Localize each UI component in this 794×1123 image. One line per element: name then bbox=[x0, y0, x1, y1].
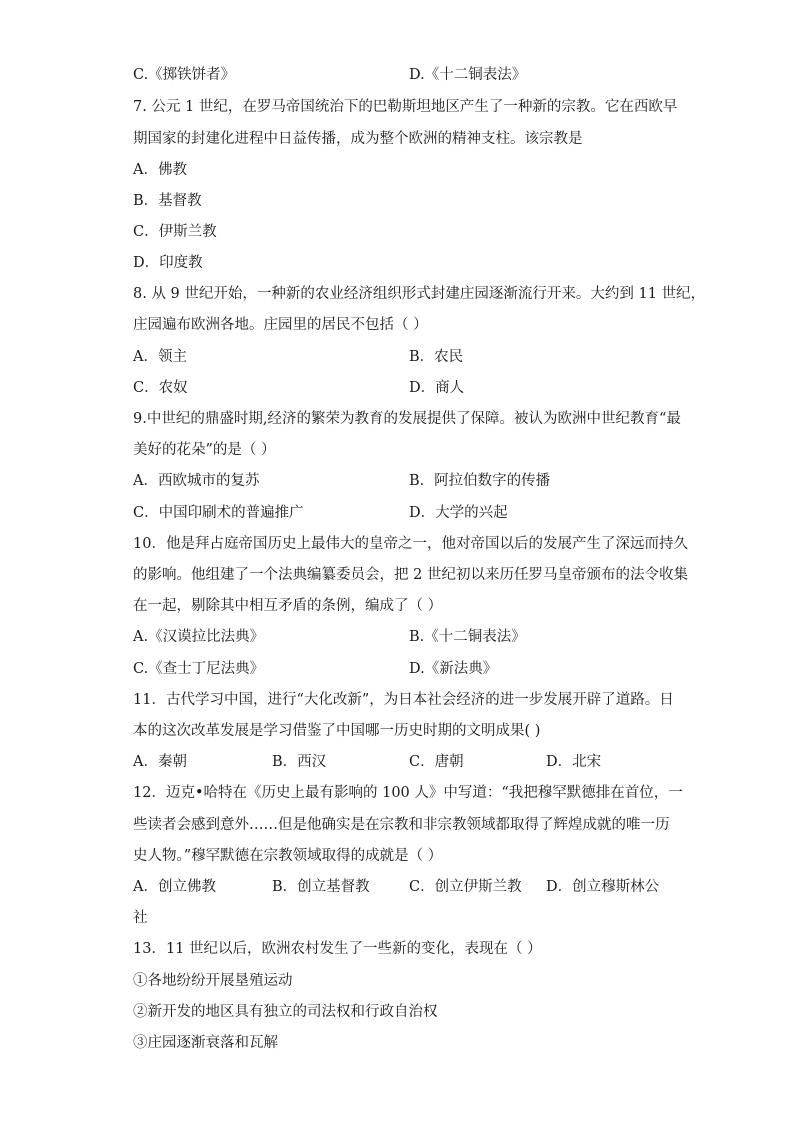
q12-option-d: D．创立穆斯林公 bbox=[546, 879, 660, 895]
q7-option-d: D．印度教 bbox=[133, 255, 203, 271]
q7-option-c: C．伊斯兰教 bbox=[133, 224, 217, 240]
q9-option-d: D．大学的兴起 bbox=[409, 505, 508, 521]
q9-option-a: A．西欧城市的复苏 bbox=[133, 473, 260, 489]
q10-stem-line-1: 10．他是拜占庭帝国历史上最伟大的皇帝之一，他对帝国以后的发展产生了深远而持久 bbox=[133, 536, 688, 552]
q8-option-a: A．领主 bbox=[133, 349, 187, 365]
q13-stem: 13．11 世纪以后，欧洲农村发生了一些新的变化，表现在（ ） bbox=[133, 941, 542, 957]
q12-option-a: A．创立佛教 bbox=[133, 879, 216, 895]
q10-stem-line-2: 的影响。他组建了一个法典编纂委员会，把 2 世纪初以来历任罗马皇帝颁布的法令收集 bbox=[133, 567, 688, 583]
q12-stem-line-3: 史人物。”穆罕默德在宗教领域取得的成就是（ ） bbox=[133, 848, 443, 864]
q10-stem-line-3: 在一起，剔除其中相互矛盾的条例，编成了（ ） bbox=[133, 598, 443, 614]
q12-option-c: C．创立伊斯兰教 bbox=[409, 879, 522, 895]
q11-stem-line-2: 本的这次改革发展是学习借鉴了中国哪一历史时期的文明成果( ) bbox=[133, 723, 541, 739]
q7-stem-line-2: 期国家的封建化进程中日益传播，成为整个欧洲的精神支柱。该宗教是 bbox=[133, 131, 583, 147]
q9-option-c: C．中国印刷术的普遍推广 bbox=[133, 505, 304, 521]
q9-option-b: B．阿拉伯数字的传播 bbox=[409, 473, 551, 489]
q11-option-d: D．北宋 bbox=[546, 754, 602, 770]
q13-statement-3: ③庄园逐渐衰落和瓦解 bbox=[133, 1035, 278, 1051]
q7-option-b: B．基督教 bbox=[133, 193, 202, 209]
q8-option-d: D．商人 bbox=[409, 380, 465, 396]
q11-option-c: C．唐朝 bbox=[409, 754, 464, 770]
q12-option-d-wrap: 社 bbox=[133, 910, 148, 926]
q10-option-c: C.《查士丁尼法典》 bbox=[133, 661, 265, 677]
q8-option-b: B．农民 bbox=[409, 349, 464, 365]
q10-option-a: A.《汉谟拉比法典》 bbox=[133, 629, 265, 645]
q12-stem-line-1: 12．迈克•哈特在《历史上最有影响的 100 人》中写道：“我把穆罕默德排在首位，一 bbox=[133, 785, 683, 801]
q7-option-a: A．佛教 bbox=[133, 162, 187, 178]
q7-stem-line-1: 7. 公元 1 世纪，在罗马帝国统治下的巴勒斯坦地区产生了一种新的宗教。它在西欧早 bbox=[133, 99, 678, 115]
q10-option-b: B.《十二铜表法》 bbox=[409, 629, 526, 645]
q11-option-a: A．秦朝 bbox=[133, 754, 187, 770]
q8-option-c: C．农奴 bbox=[133, 380, 188, 396]
q6-option-c: C.《掷铁饼者》 bbox=[133, 67, 236, 83]
q10-option-d: D.《新法典》 bbox=[409, 661, 498, 677]
q12-stem-line-2: 些读者会感到意外……但是他确实是在宗教和非宗教领域都取得了辉煌成就的唯一历 bbox=[133, 817, 670, 833]
q6-option-d: D.《十二铜表法》 bbox=[409, 67, 527, 83]
q8-stem-line-1: 8. 从 9 世纪开始，一种新的农业经济组织形式封建庄园逐渐流行开来。大约到 11 世纪， bbox=[133, 286, 706, 302]
q13-statement-1: ①各地纷纷开展垦殖运动 bbox=[133, 973, 293, 989]
q13-statement-2: ②新开发的地区具有独立的司法权和行政自治权 bbox=[133, 1004, 438, 1020]
q12-option-b: B．创立基督教 bbox=[272, 879, 370, 895]
q8-stem-line-2: 庄园遍布欧洲各地。庄园里的居民不包括（ ） bbox=[133, 317, 428, 333]
q11-stem-line-1: 11．古代学习中国，进行“大化改新”，为日本社会经济的进一步发展开辟了道路。日 bbox=[133, 692, 674, 708]
q11-option-b: B．西汉 bbox=[272, 754, 327, 770]
q9-stem-line-2: 美好的花朵”的是（ ） bbox=[133, 442, 276, 458]
q9-stem-line-1: 9.中世纪的鼎盛时期,经济的繁荣为教育的发展提供了保障。被认为欧洲中世纪教育“最 bbox=[133, 411, 681, 427]
